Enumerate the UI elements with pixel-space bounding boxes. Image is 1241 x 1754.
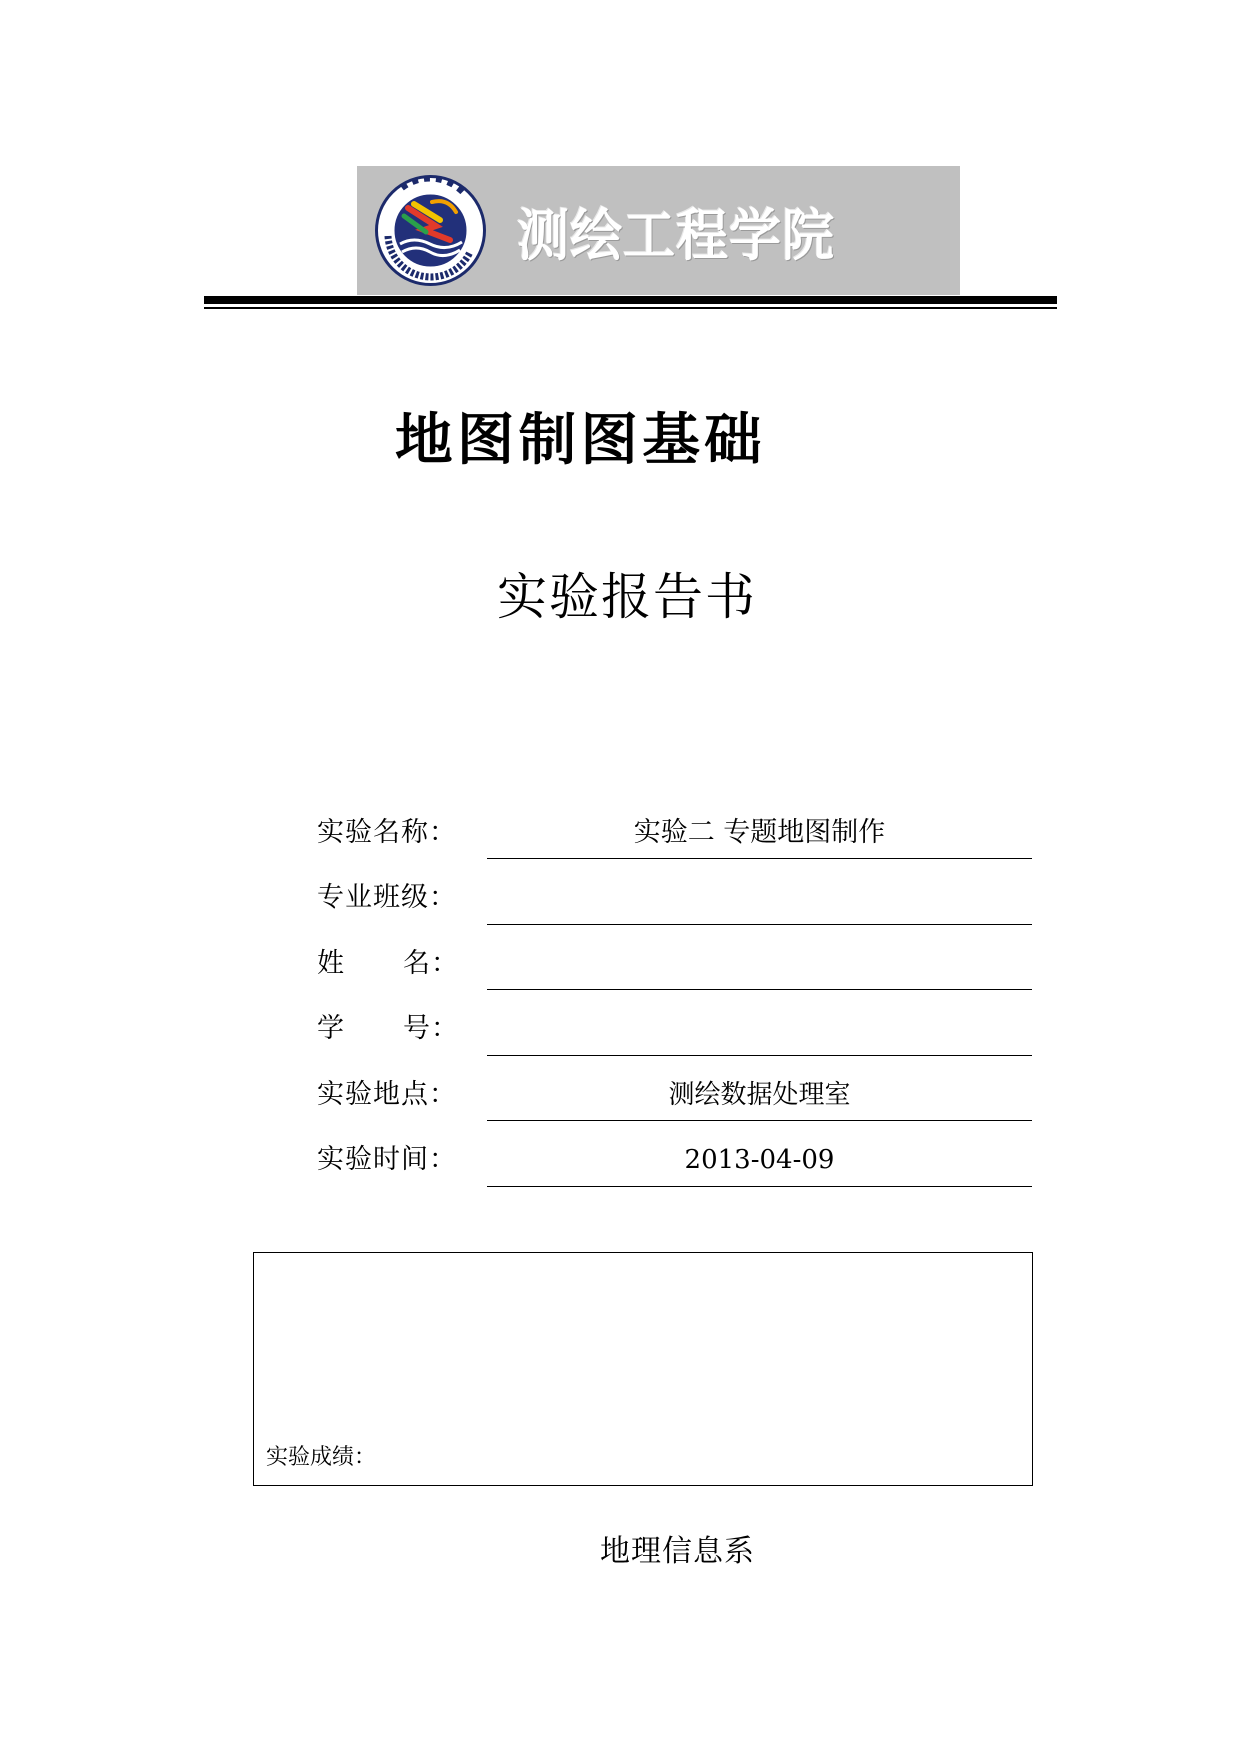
experiment-name-line — [487, 858, 1032, 859]
student-id-line — [487, 1055, 1032, 1056]
major-class-label-text: 专业班级 — [317, 882, 429, 913]
location-value: 测绘数据处理室 — [668, 1080, 851, 1110]
student-name-label-first: 姓 — [317, 948, 345, 979]
university-emblem — [374, 174, 487, 287]
student-name-line — [487, 989, 1032, 990]
college-name: 测绘工程学院 — [517, 204, 836, 269]
header-rule-thin — [204, 307, 1057, 309]
major-class-label — [317, 881, 457, 915]
major-class-line — [487, 924, 1032, 925]
location-label: 实验地点： — [317, 1079, 457, 1110]
date-label: 实验时间： — [317, 1144, 457, 1175]
header-rule — [204, 296, 1057, 304]
student-id-label-first: 学 — [317, 1013, 345, 1044]
student-id-label-second: 号： — [403, 1013, 459, 1044]
date-value: 2013-04-09 — [684, 1145, 835, 1175]
header-banner — [357, 166, 960, 295]
date-line — [487, 1186, 1032, 1187]
experiment-name-label: 实验名称： — [317, 817, 457, 848]
student-name-label-second: 名： — [403, 948, 459, 979]
location-line — [487, 1120, 1032, 1121]
department-name: 地理信息系 — [600, 1534, 755, 1569]
course-title: 地图制图基础 — [395, 408, 766, 473]
score-label: 实验成绩： — [266, 1445, 377, 1470]
major-class-label-colon: ： — [429, 882, 457, 913]
experiment-name-value: 实验二 专题地图制作 — [633, 817, 886, 848]
student-id-label — [317, 1012, 459, 1046]
report-title: 实验报告书 — [497, 568, 757, 626]
student-name-label — [317, 947, 459, 981]
score-box — [253, 1252, 1033, 1486]
